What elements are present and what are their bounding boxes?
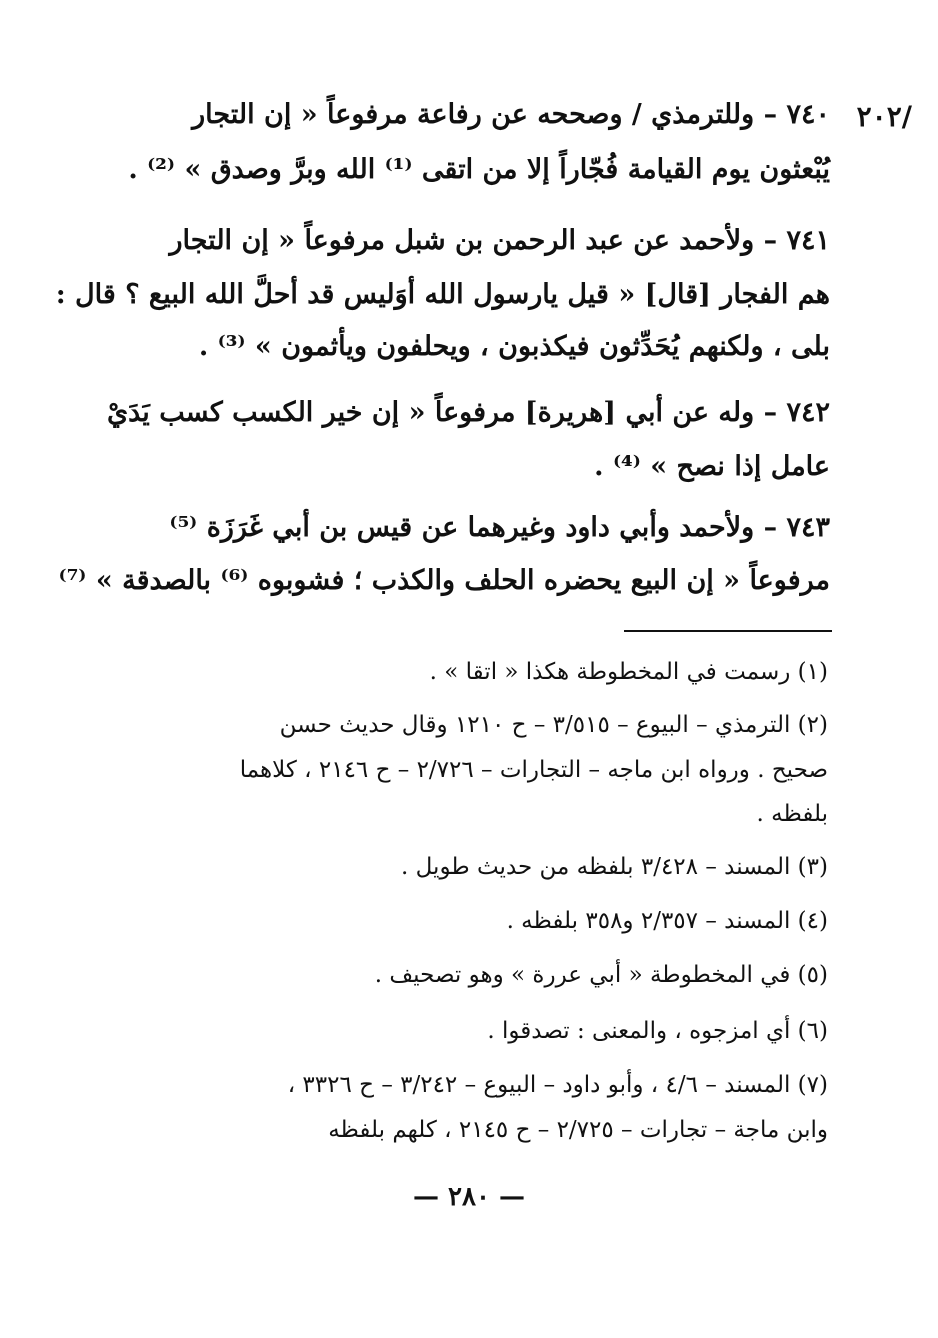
hadith-741-line-3: بلى ، ولكنهم يُحَدِّثون فيكذبون ، ويحلفون ويأثمون » ⁽³⁾ . xyxy=(198,331,830,362)
footnote-2-line-2: صحيح . ورواه ابن ماجه – التجارات – ٢/٧٢٦ – ح ٢١٤٦ ، كلاهما xyxy=(239,757,828,783)
page-number: — ٢٨٠ — xyxy=(412,1182,526,1212)
footnote-1: (١) رسمت في المخطوطة هكذا « اتقا » . xyxy=(429,659,828,685)
footnote-7-line-2: وابن ماجة – تجارات – ٢/٧٢٥ – ح ٢١٤٥ ، كلهم بلفظه xyxy=(328,1117,828,1143)
hadith-742-line-1: ٧٤٢ – وله عن أبي [هريرة] مرفوعاً « إن خير الكسب كسب يَدَيْ xyxy=(107,397,830,428)
manuscript-folio-marker: /٢٠٢ xyxy=(856,100,912,133)
footnote-3: (٣) المسند – ٣/٤٢٨ بلفظه من حديث طويل . xyxy=(401,854,828,880)
footnote-4: (٤) المسند – ٢/٣٥٧ و٣٥٨ بلفظه . xyxy=(506,908,828,934)
hadith-741-line-2: هم الفجار [قال] « قيل يارسول الله أوَليس قد أحلَّ الله البيع ؟ قال : xyxy=(55,279,830,310)
footnote-5: (٥) في المخطوطة « أبي عررة » وهو تصحيف . xyxy=(374,962,828,988)
footnote-2-line-3: بلفظه . xyxy=(756,801,828,827)
hadith-740-line-2: يُبْعثون يوم القيامة فُجّاراً إلا من اتقى ⁽¹⁾ الله وبرَّ وصدق » ⁽²⁾ . xyxy=(128,154,830,185)
footnote-2-line-1: (٢) الترمذي – البيوع – ٣/٥١٥ – ح ١٢١٠ وقال حديث حسن xyxy=(279,712,828,738)
hadith-743-line-2: مرفوعاً « إن البيع يحضره الحلف والكذب ؛ فشوبوه ⁽⁶⁾ بالصدقة » ⁽⁷⁾ xyxy=(58,565,830,596)
hadith-740-line-1: ٧٤٠ – وللترمذي / وصححه عن رفاعة مرفوعاً « إن التجار xyxy=(192,99,830,130)
hadith-742-line-2: عامل إذا نصح » ⁽⁴⁾ . xyxy=(594,451,830,482)
footnote-separator xyxy=(624,630,832,632)
hadith-741-line-1: ٧٤١ – ولأحمد عن عبد الرحمن بن شبل مرفوعاً « إن التجار xyxy=(169,225,830,256)
hadith-743-line-1: ٧٤٣ – ولأحمد وأبي داود وغيرهما عن قيس بن أبي غَرَزَة ⁽⁵⁾ xyxy=(169,512,830,543)
footnote-7-line-1: (٧) المسند – ٤/٦ ، وأبو داود – البيوع – ٣/٢٤٢ – ح ٣٣٢٦ ، xyxy=(287,1072,828,1098)
footnote-6: (٦) أي امزجوه ، والمعنى : تصدقوا . xyxy=(487,1018,828,1044)
